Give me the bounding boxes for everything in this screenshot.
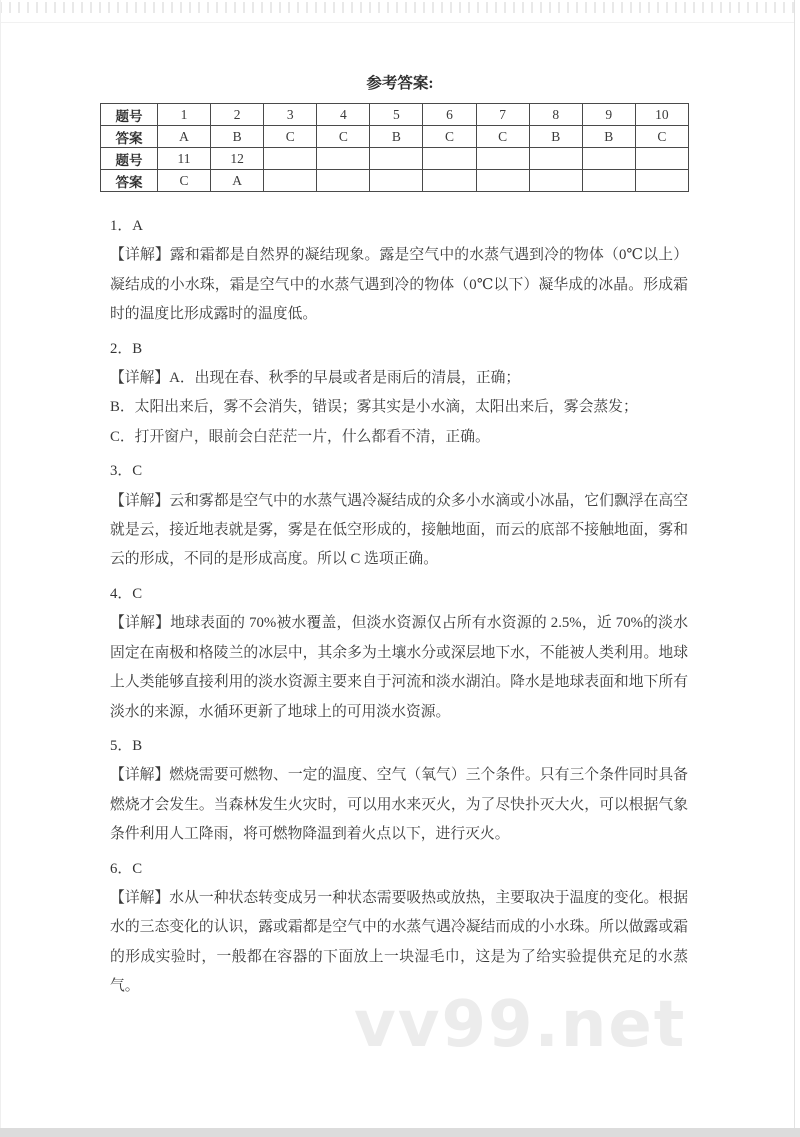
answer-cell <box>423 148 476 170</box>
explanation-paragraph: 【详解】地球表面的 70%被水覆盖，但淡水资源仅占所有水资源的 2.5%，近 70%的淡水固定在南极和格陵兰的冰层中，其余多为土壤水分或深层地下水，不能被人类利用。地球上人类能够直接利用的淡水资源主要来自于河流和淡水湖泊。降水是地球表面和地下所有淡水的来源，水循环更新了地球上的可用淡水资源。 <box>110 615 688 720</box>
answer-cell <box>635 170 688 192</box>
explanation-item <box>110 732 688 850</box>
answer-cell <box>370 170 423 192</box>
answer-cell: 8 <box>529 104 582 126</box>
answer-table <box>100 103 689 192</box>
answer-cell <box>317 148 370 170</box>
answer-cell: 6 <box>423 104 476 126</box>
explanation-paragraph: 【详解】水从一种状态转变成另一种状态需要吸热或放热，主要取决于温度的变化。根据水的三态变化的认识，露或霜都是空气中的水蒸气遇冷凝结而成的小水珠。所以做露或霜的形成实验时，一般都在容器的下面放上一块湿毛巾，这是为了给实验提供充足的水蒸气。 <box>110 889 688 995</box>
answer-cell: B <box>582 126 635 148</box>
table-row <box>101 170 689 192</box>
question-number: 6．C <box>110 860 143 877</box>
answer-table-body <box>101 104 689 192</box>
answer-cell: 9 <box>582 104 635 126</box>
question-number: 2．B <box>110 340 143 357</box>
question-number: 1．A <box>110 218 143 234</box>
explanation-item <box>110 335 688 453</box>
row-header-cell: 答案 <box>101 170 158 192</box>
answer-cell: C <box>476 126 529 148</box>
answer-cell: 4 <box>317 104 370 126</box>
answer-cell <box>370 148 423 170</box>
answer-cell <box>264 170 317 192</box>
explanation-paragraph: B．太阳出来后，雾不会消失，错误；雾其实是小水滴，太阳出来后，雾会蒸发； <box>110 399 638 416</box>
table-row <box>101 148 689 170</box>
answer-cell <box>476 148 529 170</box>
explanation-item <box>110 212 688 330</box>
answer-cell <box>317 170 370 192</box>
answer-cell: 11 <box>158 148 211 170</box>
explanation-paragraph: 【详解】燃烧需要可燃物、一定的温度、空气（氧气）三个条件。只有三个条件同时具备燃烧才会发生。当森林发生火灾时，可以用水来灭火，为了尽快扑灭大火，可以根据气象条件利用人工降雨，将可燃物降温到着火点以下，进行灭火。 <box>110 767 688 843</box>
answer-cell: 10 <box>635 104 688 126</box>
explanation-paragraph: 【详解】云和雾都是空气中的水蒸气遇冷凝结成的众多小水滴或小冰晶，它们飘浮在高空就是云，接近地表就是雾，雾是在低空形成的，接触地面，而云的底部不接触地面，雾和云的形成，不同的是形成高度。所以 C 选项正确。 <box>110 492 688 568</box>
answer-cell: B <box>529 126 582 148</box>
explanation-item <box>110 457 688 575</box>
answer-cell <box>529 170 582 192</box>
question-number: 5．B <box>110 737 143 754</box>
answer-cell: 12 <box>211 148 264 170</box>
answer-cell <box>264 148 317 170</box>
answer-cell: B <box>211 126 264 148</box>
answer-cell: C <box>635 126 688 148</box>
page-title: 参考答案: <box>366 75 434 92</box>
row-header-cell: 答案 <box>101 126 158 148</box>
answer-cell: 1 <box>158 104 211 126</box>
answer-cell: C <box>317 126 370 148</box>
table-row <box>101 104 689 126</box>
answer-cell: B <box>370 126 423 148</box>
answer-cell: C <box>158 170 211 192</box>
explanation-item <box>110 855 688 1002</box>
answer-cell <box>423 170 476 192</box>
answer-cell <box>476 170 529 192</box>
answer-cell: 7 <box>476 104 529 126</box>
answer-cell: C <box>423 126 476 148</box>
question-number: 3．C <box>110 463 143 480</box>
table-row <box>101 126 689 148</box>
answer-cell: C <box>264 126 317 148</box>
row-header-cell: 题号 <box>101 104 158 126</box>
question-number: 4．C <box>110 585 143 602</box>
explanation-item <box>110 580 688 727</box>
answer-cell: 3 <box>264 104 317 126</box>
answer-cell <box>582 170 635 192</box>
explanations <box>110 212 688 1002</box>
page-left-edge <box>0 0 1 1128</box>
row-header-cell: 题号 <box>101 148 158 170</box>
answer-cell: 5 <box>370 104 423 126</box>
page-right-edge <box>794 0 795 1128</box>
answer-cell: A <box>158 126 211 148</box>
watermark: vv99.net <box>354 988 687 1062</box>
answer-cell <box>529 148 582 170</box>
answer-cell <box>582 148 635 170</box>
answer-cell <box>635 148 688 170</box>
explanation-paragraph: 【详解】A．出现在春、秋季的早晨或者是雨后的清晨，正确； <box>110 370 521 387</box>
explanation-paragraph: 【详解】露和霜都是自然界的凝结现象。露是空气中的水蒸气遇到冷的物体（0℃以上）凝结成的小水珠，霜是空气中的水蒸气遇到冷的物体（0℃以下）凝华成的冰晶。形成霜时的温度比形成露时的温度低。 <box>110 247 688 323</box>
explanation-paragraph: C．打开窗户，眼前会白茫茫一片，什么都看不清，正确。 <box>110 428 490 445</box>
page-bottom-edge <box>0 1128 800 1137</box>
answer-cell: A <box>211 170 264 192</box>
answer-cell: 2 <box>211 104 264 126</box>
